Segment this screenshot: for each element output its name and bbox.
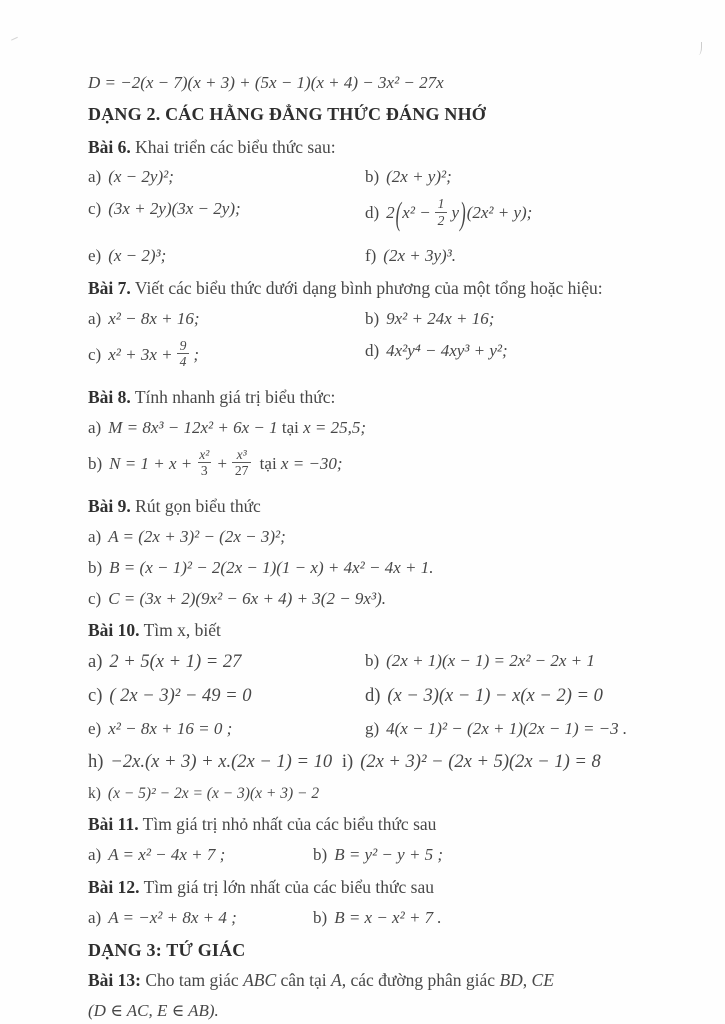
exercise-10-item-c: c) ( 2x − 3)² − 49 = 0: [88, 685, 252, 706]
exercise-6-item-f: f) (2x + 3y)³.: [364, 245, 457, 265]
fraction: $\frac{9}{4}$: [177, 338, 190, 370]
exercise-6-row-ef: [88, 245, 665, 267]
exercise-10-item-b: b) (2x + 1)(x − 1) = 2x² − 2x + 1: [364, 650, 595, 670]
exercise-10-label: Bài 10.: [88, 620, 140, 640]
fraction: $\frac{\text{x³}}{27}$: [232, 447, 252, 479]
exercise-10-item-k: k) (x − 5)² − 2x = (x − 3)(x + 3) − 2: [88, 784, 320, 802]
big-paren-close: ): [460, 195, 466, 232]
section-heading-dang2: DẠNG 2. CÁC HẰNG ĐẲNG THỨC ĐÁNG NHỚ: [88, 104, 486, 125]
exercise-12-intro: Tìm giá trị lớn nhất của các biểu thức sau: [143, 876, 434, 897]
exercise-12-label: Bài 12.: [88, 876, 140, 897]
exercise-8-title: [88, 386, 665, 409]
exercise-6-label: Bài 6.: [88, 136, 131, 157]
exercise-9-title: [88, 495, 665, 518]
exercise-9-item-c: c) C = (3x + 2)(9x² − 6x + 4) + 3(2 − 9x³).: [88, 588, 386, 608]
exercise-6-item-c: c) (3x + 2y)(3x − 2y);: [88, 199, 241, 219]
exercise-8-intro: Tính nhanh giá trị biểu thức:: [134, 386, 336, 407]
exercise-8-item-a: a) M = 8x³ − 12x² + 6x − 1 tại x = 25,5;: [88, 417, 367, 437]
scan-artifact: [696, 42, 702, 55]
exercise-11-item-b: b) B = y² − y + 5 ;: [313, 844, 444, 864]
exercise-11-item-a: a) A = x² − 4x + 7 ;: [88, 844, 226, 864]
exercise-9-intro: Rút gọn biểu thức: [135, 495, 261, 516]
exercise-10-row-ab: [88, 650, 665, 674]
exercise-8-item-b: b) N = 1 + x + $\frac{\text{x²}}{3}$ + $\frac{\text{x³}}{27}$ tại x = −30;: [88, 446, 343, 479]
exercise-11-intro: Tìm giá trị nhỏ nhất của các biểu thức sau: [142, 814, 437, 835]
exercise-13-title: Bài 13: Cho tam giác ABC cân tại A, các đường phân giác BD, CE: [88, 970, 554, 991]
exercise-10-item-a: a) 2 + 5(x + 1) = 27: [88, 651, 242, 672]
exercise-12-item-a: a) A = −x² + 8x + 4 ;: [88, 907, 237, 927]
exercise-7-item-b: b) 9x² + 24x + 16;: [364, 308, 495, 328]
exercise-6-row-cd: [88, 195, 665, 232]
exercise-8-label: Bài 8.: [88, 386, 131, 407]
exercise-6-item-d: d) 2(x² − $\frac{1}{2}$ y)(2x² + y);: [365, 198, 665, 230]
exercise-9-item-a: a) A = (2x + 3)² − (2x − 3)²;: [88, 526, 286, 546]
exercise-7-row-cd: [88, 337, 665, 372]
exercise-9-label: Bài 9.: [88, 495, 131, 516]
exercise-6-title: [88, 136, 665, 159]
exercise-10-row-hi: [88, 750, 665, 774]
exercise-7-label: Bài 7.: [88, 277, 131, 298]
exercise-7-item-d: d) 4x²y⁴ − 4xy³ + y²;: [364, 340, 508, 360]
exercise-6-item-b: b) (2x + y)²;: [364, 167, 452, 187]
exercise-11-label: Bài 11.: [88, 814, 139, 835]
exercise-9-item-b: b) B = (x − 1)² − 2(2x − 1)(1 − x) + 4x² − 4x + 1.: [88, 557, 434, 577]
exercise-10-row-eg: [88, 718, 665, 740]
exercise-12-row-ab: [88, 907, 665, 929]
exercise-6-item-a: a) (x − 2y)²;: [88, 167, 174, 187]
exercise-11-title: [88, 813, 665, 836]
exercise-13-label: Bài 13:: [88, 970, 141, 991]
exercise-10-item-e: e) x² − 8x + 16 = 0 ;: [88, 718, 233, 738]
fraction: $\frac{1}{2}$: [435, 196, 448, 228]
exercise-10-item-g: g) 4(x − 1)² − (2x + 1)(2x − 1) = −3 .: [364, 718, 628, 738]
exercise-10-item-d: d) (x − 3)(x − 1) − x(x − 2) = 0: [364, 685, 603, 706]
section-heading-dang3: DẠNG 3: TỨ GIÁC: [88, 939, 246, 960]
exercise-10-row-cd: [88, 684, 665, 708]
exercise-7-item-a: a) x² − 8x + 16;: [88, 308, 200, 328]
exercise-7-row-ab: [88, 308, 665, 330]
big-paren-open: (: [395, 195, 402, 232]
exercise-6-intro: Khai triển các biểu thức sau:: [135, 136, 336, 157]
exercise-7-intro: Viết các biểu thức dưới dạng bình phương của một tổng hoặc hiệu:: [134, 277, 603, 298]
exercise-11-row-ab: [88, 844, 665, 866]
exercise-6-row-ab: [88, 166, 665, 188]
scan-artifact: [11, 37, 20, 45]
exercise-10-title: [88, 619, 665, 642]
exercise-12-item-b: b) B = x − x² + 7 .: [313, 907, 442, 927]
exercise-6-item-e: e) (x − 2)³;: [88, 245, 167, 265]
exercise-7-item-c: c) x² + 3x + $\frac{9}{4}$ ;: [88, 337, 200, 370]
exercise-13-line2: (D ∈ AC, E ∈ AB).: [88, 1001, 219, 1021]
exercise-7-title: [88, 277, 665, 300]
exercise-12-title: [88, 876, 665, 899]
exercise-10-intro: Tìm x, biết: [143, 620, 221, 640]
fraction: $\frac{\text{x²}}{3}$: [199, 446, 210, 479]
formula-line-d: [88, 72, 665, 94]
exercise-10-item-h: h) −2x.(x + 3) + x.(2x − 1) = 10: [88, 751, 333, 772]
exercise-10-item-i: i) (2x + 3)² − (2x + 5)(2x − 1) = 8: [341, 751, 601, 772]
formula-d: D = −2(x − 7)(x + 3) + (5x − 1)(x + 4) − 3x² − 27x: [88, 73, 444, 92]
